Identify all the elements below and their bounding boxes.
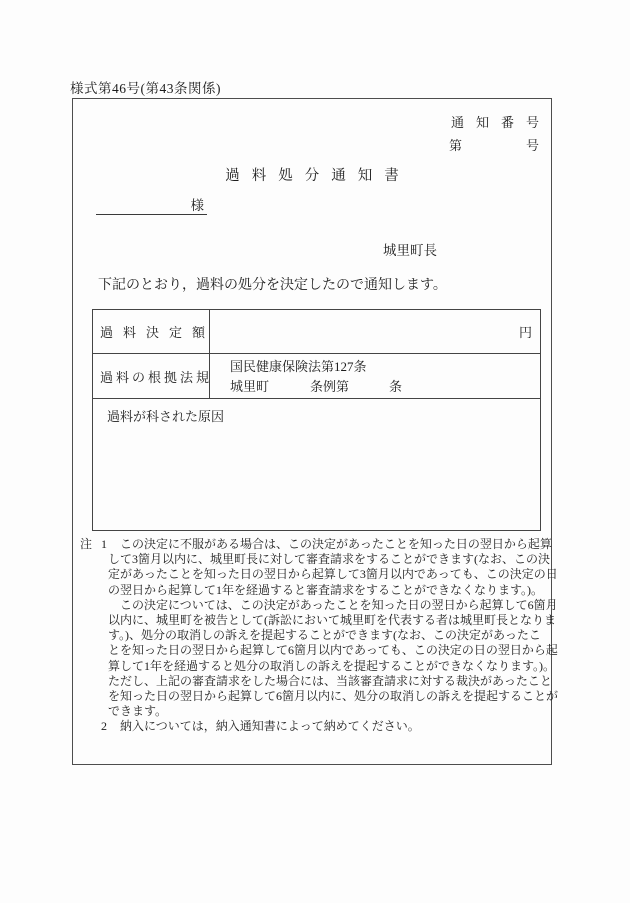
ordinance-no-suffix: 条 <box>389 378 403 394</box>
note-line: 定があったことを知った日の翌日から起算して3箇月以内であっても、この決定の日 <box>108 567 558 582</box>
note-line: できます。 <box>108 704 168 719</box>
fine-amount-row <box>93 310 540 354</box>
ordinance-no-prefix: 条例第 <box>310 378 350 394</box>
note-line: を知った日の翌日から起算して6箇月以内に、処分の取消しの訴えを提起することが <box>108 689 559 704</box>
note-line: この決定に不服がある場合は、この決定があったことを知った日の翌日から起算 <box>120 537 552 551</box>
fine-reason-header: 過料が科された原因 <box>107 409 225 424</box>
legal-basis-law: 国民健康保険法第127条 <box>230 359 367 374</box>
note-line: の翌日から起算して1年を経過すると審査請求をすることができなくなります。)。 <box>108 582 544 597</box>
note-line: 以内に、城里町を被告として(訴訟において城里町を代表する者は城里町長となりま <box>108 613 556 628</box>
note-line: 算して1年を経過すると処分の取消しの訴えを提起することができなくなります。)。 <box>108 658 556 673</box>
fine-amount-header: 過料決定額 <box>93 310 210 353</box>
notice-number-suffix: 号 <box>525 138 539 153</box>
note-item2-number: 2 <box>101 719 107 734</box>
issuer-name: 城里町長 <box>383 243 437 258</box>
note-line: とを知った日の翌日から起算して6箇月以内であっても、この決定の日の翌日から起 <box>108 643 558 658</box>
fine-table <box>92 309 541 531</box>
intro-sentence: 下記のとおり，過料の処分を決定したので通知します。 <box>98 278 447 293</box>
fine-amount-value-cell <box>210 310 540 353</box>
addressee-blank-line <box>96 197 207 215</box>
note-marker: 注 <box>80 537 93 551</box>
document-title: 過料処分通知書 <box>225 168 411 184</box>
addressee-suffix: 様 <box>190 198 204 213</box>
note-line: す。)、処分の取消しの訴えを提起することができます(なお、この決定があったこ <box>108 628 541 643</box>
form-border-box <box>72 98 559 765</box>
note-line: ただし、上記の審査請求をした場合には、当該審査請求に対する裁決があったこと <box>108 673 552 688</box>
legal-basis-value-cell <box>210 354 540 398</box>
note-item1-number: 1 <box>101 537 107 551</box>
yen-unit-label: 円 <box>518 325 532 340</box>
note-line: して3箇月以内に、城里町長に対して審査請求をすることができます(なお、この決 <box>108 552 550 567</box>
fine-reason-area <box>93 399 540 530</box>
legal-basis-header: 過料の根拠法規 <box>93 354 210 398</box>
note-item2-text: 納入については，納入通知書によって納めてください。 <box>120 719 420 734</box>
ordinance-town: 城里町 <box>230 378 270 394</box>
legal-basis-row <box>93 354 540 399</box>
form-style-label: 様式第46号(第43条関係) <box>70 81 221 96</box>
notice-number-prefix: 第 <box>449 138 463 153</box>
legal-basis-ordinance-line <box>230 377 540 397</box>
note-line: この決定については、この決定があったことを知った日の翌日から起算して6箇月 <box>120 597 558 612</box>
notice-number-label: 通知番号 <box>450 115 551 130</box>
notice-number-blank-row <box>449 135 539 154</box>
notes-section <box>80 537 560 735</box>
